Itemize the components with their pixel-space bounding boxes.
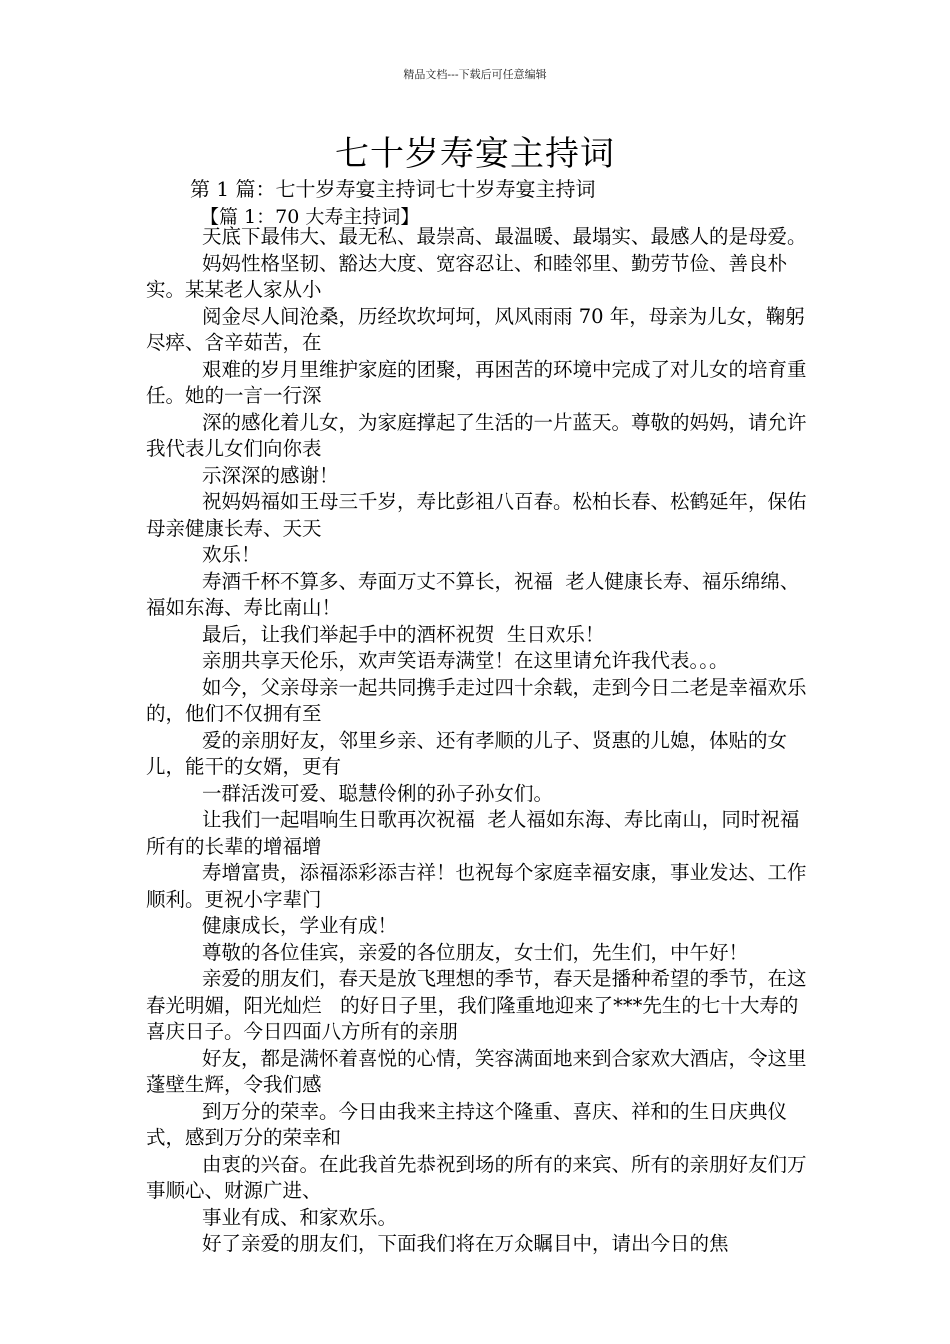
chapter-subtitle: 第 1 篇：七十岁寿宴主持词七十岁寿宴主持词 [190, 177, 596, 201]
paragraph: 亲爱的朋友们，春天是放飞理想的季节，春天是播种希望的季节，在这春光明媚，阳光灿烂 的好日子里，我们隆重地迎来了***先生的七十大寿的喜庆日子。今日四面八方所有的亲朋 [146, 967, 807, 1043]
paragraph: 寿酒千杯不算多、寿面万丈不算长，祝福 老人健康长寿、福乐绵绵、福如东海、寿比南山！ [146, 569, 800, 619]
paragraph: 如今，父亲母亲一起共同携手走过四十余载，走到今日二老是幸福欢乐的，他们不仅拥有至 [146, 675, 807, 725]
paragraph: 事业有成、和家欢乐。 [202, 1205, 398, 1229]
paragraph: 亲朋共享天伦乐，欢声笑语寿满堂！在这里请允许我代表。。。 [202, 649, 729, 672]
header-note: 精品文档---下载后可任意编辑 [403, 68, 547, 81]
paragraph: 由衷的兴奋。在此我首先恭祝到场的所有的来宾、所有的亲朋好友们万事顺心、财源广进、 [146, 1152, 807, 1202]
paragraph: 深的感化着儿女，为家庭撑起了生活的一片蓝天。尊敬的妈妈，请允许我代表儿女们向你表 [146, 410, 807, 460]
paragraph: 欢乐！ [202, 543, 261, 566]
paragraph: 尊敬的各位佳宾，亲爱的各位朋友，女士们，先生们，中午好！ [202, 940, 749, 964]
paragraph: 艰难的岁月里维护家庭的团聚，再困苦的环境中完成了对儿女的培育重任。她的一言一行深 [146, 357, 807, 407]
paragraph: 好友，都是满怀着喜悦的心情，笑容满面地来到合家欢大酒店，令这里蓬壁生辉，令我们感 [146, 1046, 807, 1096]
paragraph: 示深深的感谢！ [202, 463, 339, 487]
paragraph: 妈妈性格坚韧、豁达大度、宽容忍让、和睦邻里、勤劳节俭、善良朴实。某某老人家从小 [146, 251, 788, 301]
paragraph: 天底下最伟大、最无私、最崇高、最温暖、最塌实、最感人的是母爱。 [202, 225, 807, 248]
paragraph: 最后，让我们举起手中的酒杯祝贺 生日欢乐！ [202, 622, 605, 646]
paragraph: 让我们一起唱响生日歌再次祝福 老人福如东海、寿比南山，同时祝福所有的长辈的增福增 [146, 808, 800, 858]
paragraph: 寿增富贵，添福添彩添吉祥！也祝每个家庭幸福安康，事业发达、工作顺利。更祝小字辈门 [146, 861, 807, 911]
document-body [146, 224, 811, 1258]
paragraph: 阅金尽人间沧桑，历经坎坎坷坷，风风雨雨 70 年，母亲为儿女，鞠躬尽瘁、含辛茹苦，在 [146, 304, 805, 354]
section-heading: 【篇 1：70 大寿主持词】 [200, 206, 420, 228]
paragraph: 到万分的荣幸。今日由我来主持这个隆重、喜庆、祥和的生日庆典仪式，感到万分的荣幸和 [146, 1099, 788, 1149]
paragraph: 健康成长，学业有成！ [202, 914, 398, 937]
document-title: 七十岁寿宴主持词 [335, 134, 615, 174]
paragraph: 爱的亲朋好友，邻里乡亲、还有孝顺的儿子、贤惠的儿媳，体贴的女儿，能干的女婿，更有 [146, 728, 788, 778]
paragraph: 好了亲爱的朋友们，下面我们将在万众瞩目中，请出今日的焦 [202, 1232, 729, 1255]
paragraph: 祝妈妈福如王母三千岁，寿比彭祖八百春。松柏长春、松鹤延年，保佑母亲健康长寿、天天 [146, 490, 807, 540]
paragraph: 一群活泼可爱、聪慧伶俐的孙子孙女们。 [202, 781, 554, 805]
